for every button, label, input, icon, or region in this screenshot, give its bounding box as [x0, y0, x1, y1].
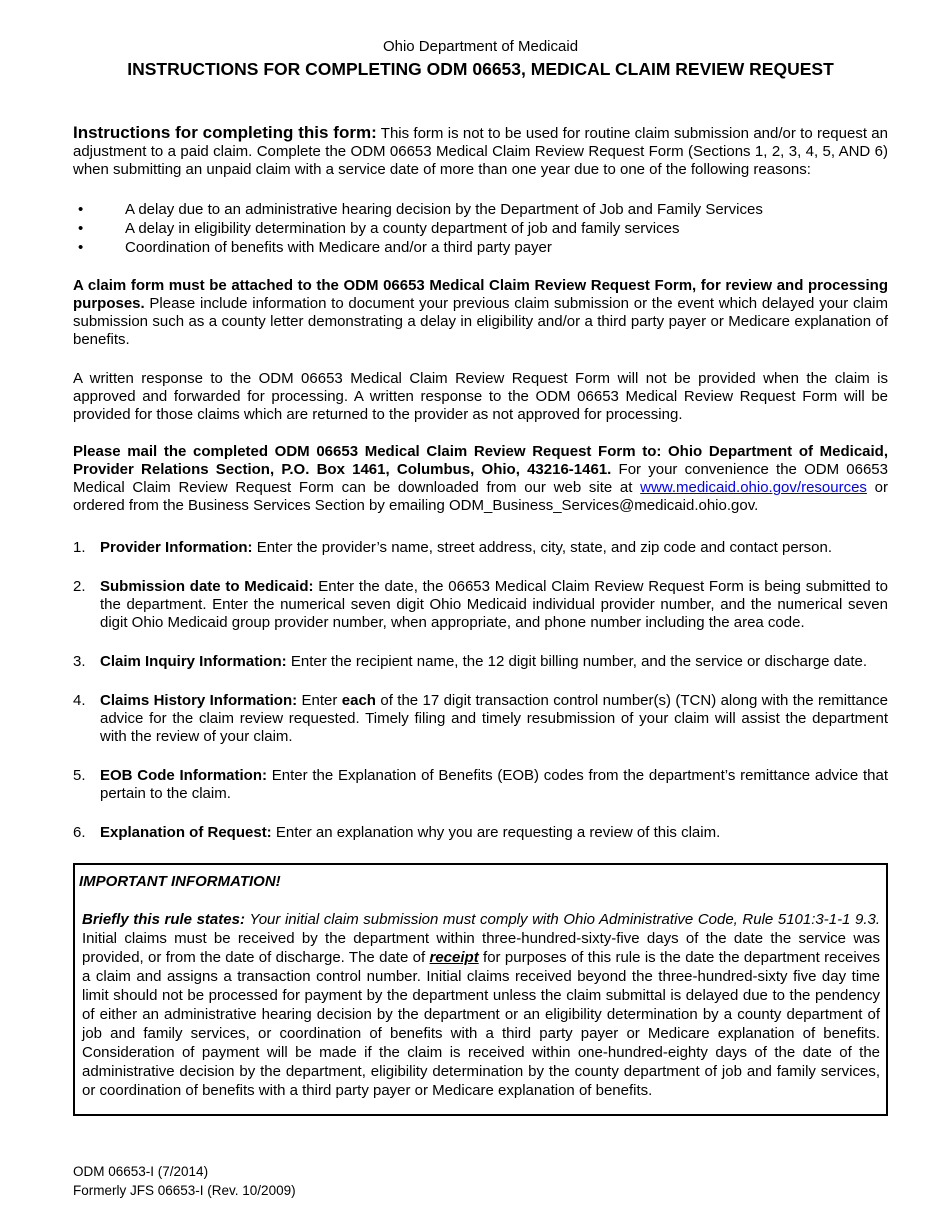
formerly-line: Formerly JFS 06653-I (Rev. 10/2009) — [73, 1183, 296, 1198]
response-paragraph: A written response to the ODM 06653 Medical Claim Review Request Form will not be provided when the claim is approved and forwarded for processing. A written response to the ODM 06653 Medical Review Request Form will be provided for those claims which are returned to the provider as not approved for processing. — [73, 370, 888, 423]
mailing-lead: Please mail the completed ODM 06653 Medical Claim Review Request Form to: Ohio Department of Medicaid, Provider Relations Section, P.O. Box 1461, Columbus, Ohio, 43216-1461. — [73, 443, 888, 478]
item-text — [100, 692, 888, 746]
list-item — [73, 200, 888, 219]
item-lead: EOB Code Information: — [100, 767, 267, 784]
list-item — [73, 219, 888, 238]
item-number: 2. — [73, 578, 86, 595]
mailing-text-after-link: or ordered from the Business Services Section by emailing ODM_Business_Services@medicaid.ohio.gov. — [73, 479, 888, 514]
list-item-text: A delay in eligibility determination by a county department of job and family services — [125, 220, 680, 237]
item-lead: Claim Inquiry Information: — [100, 653, 287, 670]
item-number: 6. — [73, 824, 86, 841]
form-number: ODM 06653-I (7/2014) — [73, 1164, 209, 1179]
item-lead: Claims History Information: — [100, 692, 298, 709]
rule-text-segment-2: for purposes of this rule is the date the department receives a claim and assigns a transaction control number. Initial claims received beyond the three-hundred-sixty five day time limit should not be processed for payment by the department unless the claim submittal is delayed due to the pendency of either an administrative hearing decision by the department or an eligibility determination by a county department of job and family services, or coordination of benefits with a third party payer or Medicare explanation of benefits. Consideration of payment will be made if the claim is received within one-hundred-eighty days of the date of the administrative decision by the department, eligibility determination by the county department of job and family services, or coordination of benefits with a third party payer or Medicare explanation of benefits. — [82, 949, 880, 1099]
item-text — [100, 767, 888, 803]
important-box-text — [79, 910, 880, 1100]
page-title: INSTRUCTIONS FOR COMPLETING ODM 06653, MEDICAL CLAIM REVIEW REQUEST — [127, 59, 834, 79]
item-lead: Submission date to Medicaid: — [100, 578, 314, 595]
list-item-text: Coordination of benefits with Medicare and/or a third party payer — [125, 239, 552, 256]
item-number: 4. — [73, 692, 86, 709]
list-item — [73, 238, 888, 257]
rule-text-segment-1: Initial claims must be received by the department within three-hundred-sixty-five days of the date the service was provided, or from the date of discharge. The date of — [82, 930, 880, 966]
intro-text: This form is not to be used for routine claim submission and/or to request an adjustment to a paid claim. Complete the ODM 06653 Medical Claim Review Request Form (Sections 1, 2, 3, 4, 5, AND 6) when submitting an unpaid claim with a service date of more than one year due to one of the following reasons: — [73, 125, 888, 178]
instruction-item-4 — [73, 692, 888, 746]
reasons-list — [73, 200, 888, 257]
mailing-text-before-link: For your convenience the ODM 06653 Medical Claim Review Request Form can be downloaded from our web site at — [73, 461, 888, 496]
item-text — [100, 578, 888, 632]
item-text — [100, 653, 888, 671]
instruction-item-2 — [73, 578, 888, 632]
instruction-item-5 — [73, 767, 888, 803]
attachment-lead: A claim form must be attached to the ODM 06653 Medical Claim Review Request Form, for review and processing purposes. — [73, 277, 888, 312]
intro-lead: Instructions for completing this form: — [73, 123, 377, 142]
page-footer — [73, 1162, 296, 1200]
item-body: Enter the recipient name, the 12 digit billing number, and the service or discharge date. — [290, 653, 868, 670]
item-number: 1. — [73, 539, 86, 556]
important-box-heading: IMPORTANT INFORMATION! — [79, 873, 281, 890]
item-body: Enter the date, the 06653 Medical Claim Review Request Form is being submitted to the department. Enter the numerical seven digit Ohio Medicaid individual provider number, and the numerical seven digit Ohio Medicaid group provider number, when appropriate, and phone number including the area code. — [100, 578, 889, 631]
mailing-paragraph — [73, 443, 888, 515]
item-body-before-bold: Enter — [301, 692, 338, 709]
instruction-item-1 — [73, 539, 888, 557]
item-body-after-bold: of the 17 digit transaction control number(s) (TCN) along with the remittance advice for the claim review requested. Timely filing and timely resubmission of your claim will assist the department with the review of your claim. — [100, 692, 888, 745]
instructions-list — [73, 539, 888, 842]
item-text — [100, 824, 888, 842]
agency-name: Ohio Department of Medicaid — [382, 38, 579, 55]
item-lead: Provider Information: — [100, 539, 253, 556]
item-bold-word: each — [341, 692, 376, 709]
bullet-icon: • — [78, 201, 84, 218]
attachment-paragraph — [73, 277, 888, 349]
resources-link[interactable]: www.medicaid.ohio.gov/resources — [640, 479, 867, 496]
instruction-item-3 — [73, 653, 888, 671]
item-number: 5. — [73, 767, 86, 784]
bullet-icon: • — [78, 220, 84, 237]
receipt-emphasis: receipt — [429, 949, 479, 966]
intro-paragraph — [73, 124, 888, 179]
item-lead: Explanation of Request: — [100, 824, 272, 841]
item-body: Enter an explanation why you are requesting a review of this claim. — [275, 824, 721, 841]
item-number: 3. — [73, 653, 86, 670]
item-text — [100, 539, 888, 557]
list-item-text: A delay due to an administrative hearing decision by the Department of Job and Family Services — [125, 201, 763, 218]
instruction-item-6 — [73, 824, 888, 842]
important-box-lead: Briefly this rule states: — [82, 911, 245, 928]
item-body: Enter the provider’s name, street address, city, state, and zip code and contact person. — [256, 539, 833, 556]
rule-reference: Your initial claim submission must comply with Ohio Administrative Code, Rule 5101:3-1-1 9.3. — [249, 911, 880, 928]
item-body: Enter the Explanation of Benefits (EOB) codes from the department’s remittance advice that pertain to the claim. — [100, 767, 888, 802]
important-information-box — [73, 863, 888, 1116]
attachment-text: Please include information to document your previous claim submission or the event which delayed your claim submission such as a county letter demonstrating a delay in eligibility and/or a third party payer or Medicare explanation of benefits. — [73, 295, 888, 348]
bullet-icon: • — [78, 239, 84, 256]
